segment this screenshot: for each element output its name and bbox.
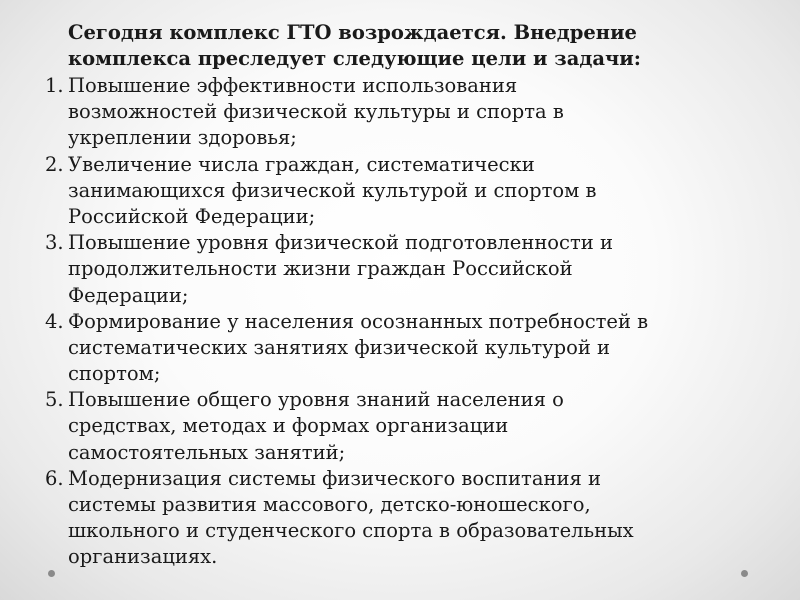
- goal-line: Повышение уровня физической подготовленности и: [68, 231, 613, 255]
- goal-number: 1.: [45, 74, 64, 97]
- goal-number: 2.: [45, 152, 64, 176]
- goal-line: возможностей физической культуры и спорта в: [68, 100, 564, 124]
- goal-line: школьного и студенческого спорта в образовательных: [68, 519, 634, 543]
- intro-line: Сегодня комплекс ГТО возрождается. Внедрение: [68, 21, 637, 44]
- goal-number: 3.: [45, 231, 64, 255]
- intro-paragraph: [68, 20, 768, 72]
- goal-line: организациях.: [68, 545, 218, 569]
- goal-line: Формирование у населения осознанных потребностей в: [68, 309, 649, 333]
- goal-line: Увеличение числа граждан, систематически: [68, 152, 535, 176]
- goal-item-5: [0, 387, 780, 466]
- goal-line: Повышение общего уровня знаний населения о: [68, 388, 564, 412]
- goal-line: укреплении здоровья;: [68, 126, 297, 150]
- goal-line: систематических занятиях физической культурой и: [68, 335, 611, 359]
- goal-number: 6.: [45, 466, 64, 490]
- goal-line: продолжительности жизни граждан Российской: [68, 257, 573, 281]
- goals-list: [0, 73, 780, 571]
- goal-item-3: [0, 230, 780, 309]
- goal-line: Российской Федерации;: [68, 204, 316, 228]
- goal-item-1: [0, 73, 780, 152]
- goal-line: системы развития массового, детско-юношеского,: [68, 493, 591, 516]
- goal-item-4: [0, 309, 780, 388]
- goal-number: 4.: [45, 309, 64, 333]
- decorative-dot-icon: [48, 570, 55, 577]
- goal-line: средствах, методах и формах организации: [68, 414, 509, 438]
- goal-line: Модернизация системы физического воспитания и: [68, 466, 601, 490]
- goal-item-6: [0, 466, 780, 571]
- intro-line: комплекса преследует следующие цели и задачи:: [68, 47, 641, 70]
- goal-number: 5.: [45, 388, 64, 412]
- goal-line: Повышение эффективности использования: [68, 74, 518, 97]
- goal-line: занимающихся физической культурой и спортом в: [68, 178, 597, 202]
- goal-line: спортом;: [68, 362, 161, 386]
- decorative-dot-icon: [741, 570, 748, 577]
- goal-line: самостоятельных занятий;: [68, 440, 346, 464]
- goal-line: Федерации;: [68, 283, 189, 307]
- goal-item-2: [0, 152, 780, 231]
